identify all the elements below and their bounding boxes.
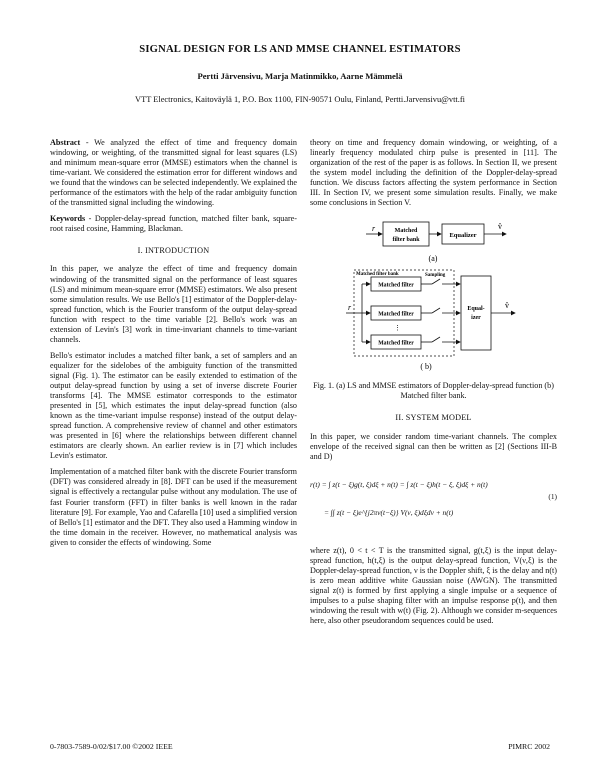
system-model-paragraph-1: In this paper, we consider random time-variant channels. The complex envelope of the received signal can then be written as [2] (Sections III-B and D) [310,431,557,461]
equation-1-line-1: r(t) = ∫ z(t − ξ)g(t, ξ)dξ + n(t) = ∫ z(t − ξ)h(t − ξ, ξ)dξ + n(t) [310,479,488,489]
equation-1 [310,468,557,540]
intro-paragraph-1: In this paper, we analyze the effect of time and frequency domain windowing of the transmitted signal on the performance of least squares (LS) and minimum mean-square error (MMSE) estimators. We also present some simulation results. We use Bello's [1] estimator of the Doppler-delay-spread function, which is the Fourier transform of the output delay-spread function with respect to the time variable [2]. Bello's work was an extension of Levin's [3] work in time-invariant channels to time-variant channels. [50,264,297,344]
fig-b-matched-filter-3-label: Matched filter [378,340,414,347]
fig-a-box1-line2: filter bank [392,237,420,244]
section-heading-system-model: II. SYSTEM MODEL [395,413,472,423]
right-column [310,138,557,632]
abstract-label: Abstract [50,138,81,147]
intro-paragraph-2: Bello's estimator includes a matched filter bank, a set of samplers and an equalizer for the sidelobes of the ambiguity function of the transmitted signal (Fig. 1). The estimator can be easily extended to estimation of the output delay-spread function by using a set of inverse discrete Fourier transforms [4]. The MMSE estimator corresponds to the estimator presented in [5], which estimates the input delay-spread function (also known as the time-variant impulse response) instead of the output delay-spread function. A comprehensive review of channel and other estimators was presented in [6] where the relationships between different channel estimators are clearly shown. An earlier review is in [7] which includes Levin's estimator. [50,350,297,461]
abstract [50,138,297,208]
paper-title: SIGNAL DESIGN FOR LS AND MMSE CHANNEL ESTIMATORS [139,44,461,55]
fig-a-equalizer-label: Equalizer [449,232,477,240]
section-heading-introduction: I. INTRODUCTION [137,246,210,256]
abstract-text: - We analyzed the effect of time and frequency domain windowing, or weighting, of the transmitted signal for least squares (LS) and minimum mean-square error (MMSE) estimators when the channel is time-variant. We considered the estimation error for different windows and we found that the windows can be selected independently. We explained the performance of the estimators with the help of the radar ambiguity function of the transmitted signal including the windowing. [50,138,297,208]
intro-continued: theory on time and frequency domain windowing, or weighting, of a linearly frequency modulated chirp pulse is presented in [11]. The organization of the rest of the paper is as follows. In Section II, we present the system model including the definition of the Doppler-delay-spread function. We discuss factors affecting the system performance in Section III. In Section IV, we present some simulation results. Finally, we make some conclusions in Section V. [310,138,557,208]
figure-1-caption: Fig. 1. (a) LS and MMSE estimators of Doppler-delay-spread function (b) Matched filter bank. [313,381,554,401]
figure-1 [310,214,557,401]
fig-b-equalizer-line1: Equal- [467,306,485,313]
figure-1a [366,222,506,263]
fig-b-bank-label: Matched filter bank [356,272,399,278]
authors: Pertti Järvensivu, Marja Matinmikko, Aarne Mämmelä [197,71,403,81]
equation-1-line-2: = ∫∫ z(t − ξ)e^{j2πν(t−ξ)} V(ν, ξ)dξdν + n(t) [324,507,454,517]
keywords-text: - Doppler-delay-spread function, matched filter bank, square-root raised cosine, Hamming, Blackman. [50,214,297,234]
fig-b-equalizer-line2: izer [471,315,481,322]
footer-conference: PIMRC 2002 [508,742,550,751]
left-column [50,138,297,554]
equation-1-number: (1) [548,491,557,501]
fig-a-output-label: v̂ [498,222,502,232]
fig-a-box1-line1: Matched [394,228,418,235]
fig-b-sampling-label: Sampling [425,273,446,279]
keywords-label: Keywords [50,214,86,224]
footer-copyright: 0-7803-7589-0/02/$17.00 ©2002 IEEE [50,742,173,751]
system-model-paragraph-2: where z(t), 0 < t < T is the transmitted signal, g(t,ξ) is the input delay-spread function, h(t,ξ) is the output delay-spread function, V(ν,ξ) is the Doppler-delay-spread function, ν is the Doppler shift, ξ is the delay and n(t) is zero mean additive white Gaussian noise (AWGN). The transmitted signal z(t) is formed by first applying a single impulse or a sequence of impulses to a pulse shaping filter with an impulse response p(t), and then windowing the result with w(t) (Fig. 2). Although we consider m-sequences here, also other pseudorandom sequences could be used. [310,545,557,625]
figure-1b [346,270,515,371]
fig-b-matched-filter-2-label: Matched filter [378,311,414,318]
intro-paragraph-3: Implementation of a matched filter bank with the discrete Fourier transform (DFT) was considered already in [8]. DFT can be used if the measurement signal is effectively a rectangular pulse without any modulation. The use of fast Fourier transform (FFT) in filter banks is well known in the radar literature [9]. For example, Yao and Cafarella [10] used a simplified version of Bello's [1] estimator and the DFT. They also used a Hamming window in the time domain in the receiver. However, no mathematical analysis was given to consider the effects of windowing. Some [50,467,297,547]
keywords [50,214,297,234]
fig-a-label: (a) [428,254,438,264]
fig-b-input-label: r [348,303,352,313]
fig-b-label: ( b) [420,362,432,372]
fig-a-input-label: r [372,224,376,234]
fig-b-matched-filter-1-label: Matched filter [378,282,414,289]
fig-b-output-label: v̂ [505,301,509,311]
fig-b-equalizer-box [461,276,491,350]
fig-b-ellipsis: ⋮ [394,324,401,333]
affiliation: VTT Electronics, Kaitoväylä 1, P.O. Box 1100, FIN-90571 Oulu, Finland, Pertti.Jarvensivu@vtt.fi [135,95,465,104]
figure-1-diagram [310,214,557,374]
